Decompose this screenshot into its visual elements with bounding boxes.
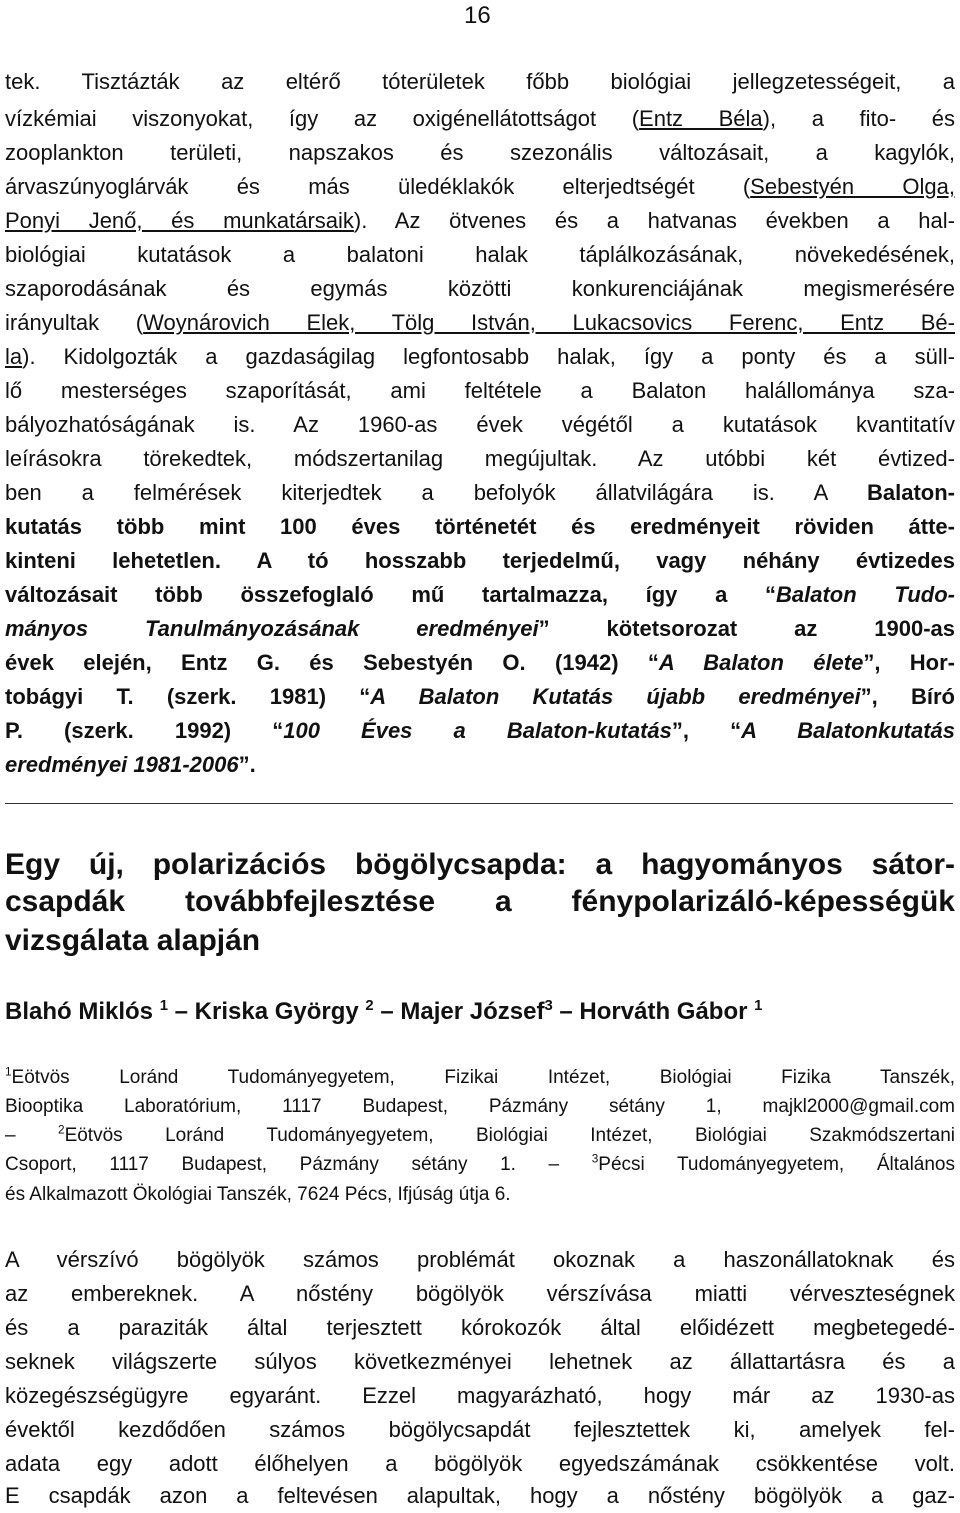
text: tek. Tisztázták az eltérő tóterületek főbb biológiai jellegzetességeit, a bbox=[5, 69, 955, 94]
text: ”, “ bbox=[671, 718, 742, 743]
author-separator: – bbox=[373, 998, 401, 1025]
affiliation-sup: 2 bbox=[58, 1123, 65, 1137]
text: ). Az ötvenes és a hatvanas években a hal- bbox=[353, 208, 955, 233]
intro-line-7 bbox=[5, 1447, 955, 1480]
text: az embereknek. A nőstény bögölyök vérszívása miatti vérveszteségnek bbox=[5, 1281, 955, 1306]
affiliation-line-4 bbox=[5, 1150, 955, 1179]
article-title-line-3 bbox=[5, 920, 955, 962]
paragraph-line-13 bbox=[5, 476, 955, 509]
text: ). Kidolgozták a gazdaságilag legfontosabb halak, így a ponty és a süll- bbox=[22, 344, 955, 369]
reference-link-la[interactable]: la bbox=[5, 344, 23, 369]
paragraph-line-21 bbox=[5, 748, 955, 781]
text: lő mesterséges szaporítását, ami feltétele a Balaton halállománya sza- bbox=[5, 378, 955, 403]
reference-link-entz[interactable]: Entz Béla bbox=[639, 106, 763, 131]
paragraph-line-20 bbox=[5, 714, 955, 747]
text: ben a felmérések kiterjedtek a befolyók állatvilágára is. A bbox=[5, 480, 867, 505]
text: ”, Hor- bbox=[863, 650, 955, 675]
author-affiliation-sup: 2 bbox=[365, 998, 374, 1014]
text: vizsgálata alapján bbox=[5, 924, 261, 957]
paragraph-line-16 bbox=[5, 578, 955, 611]
text: kutatás több mint 100 éves történetét és eredményeit röviden átte- bbox=[5, 514, 955, 539]
text: Pécsi Tudományegyetem, Általános bbox=[598, 1154, 955, 1175]
italic-title: A Balaton Kutatás újabb eredményei bbox=[370, 684, 861, 709]
paragraph-line-8 bbox=[5, 306, 955, 339]
text: Egy új, polarizációs bögölycsapda: a hagyományos sátor- bbox=[5, 848, 955, 881]
intro-line-3 bbox=[5, 1311, 955, 1344]
paragraph-line-10 bbox=[5, 374, 955, 407]
text: E csapdák azon a feltevésen alapultak, hogy a nőstény bögölyök a gaz- bbox=[5, 1483, 955, 1508]
article-title-line-2 bbox=[5, 881, 955, 923]
paragraph-line-17 bbox=[5, 612, 955, 645]
reference-link-ponyi[interactable]: Ponyi Jenő, és munkatársaik bbox=[5, 208, 354, 233]
author-name: Blahó Miklós bbox=[5, 998, 154, 1025]
italic-title: A Balatonkutatás bbox=[741, 718, 955, 743]
paragraph-line-3 bbox=[5, 136, 955, 169]
affiliation-line-1 bbox=[5, 1063, 955, 1092]
text: és a paraziták által terjesztett kórokozók által előidézett megbetegedé- bbox=[5, 1315, 955, 1340]
text: ” kötetsorozat az 1900-as bbox=[538, 616, 956, 641]
paragraph-line-18 bbox=[5, 646, 955, 679]
author-list bbox=[5, 994, 955, 1030]
italic-title: Balaton Tudo- bbox=[775, 582, 956, 607]
reference-link-sebestyen[interactable]: Sebestyén Olga, bbox=[750, 174, 955, 199]
italic-title: A Balaton élete bbox=[658, 650, 864, 675]
intro-line-8 bbox=[5, 1479, 955, 1512]
paragraph-line-14 bbox=[5, 510, 955, 543]
paragraph-line-2 bbox=[5, 102, 955, 135]
text: csapdák továbbfejlesztése a fénypolarizáló-képességük bbox=[5, 885, 955, 918]
paragraph-line-1 bbox=[5, 65, 955, 98]
text: szaporodásának és egymás közötti konkurenciájának megismerésére bbox=[5, 276, 955, 301]
text: ), a fito- és bbox=[762, 106, 955, 131]
italic-title: mányos Tanulmányozásának eredményei bbox=[5, 616, 539, 641]
intro-line-1 bbox=[5, 1243, 955, 1276]
text: Csoport, 1117 Budapest, Pázmány sétány 1. – bbox=[5, 1154, 592, 1175]
author-affiliation-sup: 1 bbox=[159, 998, 168, 1014]
text: irányultak ( bbox=[5, 310, 144, 335]
text: változásait több összefoglaló mű tartalmazza, így a “ bbox=[5, 582, 776, 607]
author-name: Horváth Gábor bbox=[579, 998, 748, 1025]
paragraph-line-19 bbox=[5, 680, 955, 713]
text: ”. bbox=[238, 752, 256, 777]
affiliation-sup: 1 bbox=[5, 1065, 12, 1079]
text: Eötvös Loránd Tudományegyetem, Fizikai Intézet, Biológiai Fizika Tanszék, bbox=[11, 1067, 955, 1088]
intro-line-2 bbox=[5, 1277, 955, 1310]
text: ”, Bíró bbox=[860, 684, 955, 709]
text: árvaszúnyoglárvák és más üledéklakók elterjedtségét ( bbox=[5, 174, 751, 199]
text: évektől kezdődően számos bögölycsapdát fejlesztettek ki, amelyek fel- bbox=[5, 1417, 955, 1442]
text: P. (szerk. 1992) “ bbox=[5, 718, 284, 743]
text: zooplankton területi, napszakos és szezonális változásait, a kagylók, bbox=[5, 140, 955, 165]
author-separator: – bbox=[167, 998, 195, 1025]
affiliation-sup: 3 bbox=[591, 1152, 599, 1166]
author-affiliation-sup: 3 bbox=[544, 998, 553, 1014]
article-title-line-1 bbox=[5, 844, 955, 886]
affiliation-line-3 bbox=[5, 1121, 955, 1150]
author-affiliation-sup: 1 bbox=[754, 998, 763, 1014]
intro-line-6 bbox=[5, 1413, 955, 1446]
text: bályozhatóságának is. Az 1960-as évek végétől a kutatások kvantitatív bbox=[5, 412, 955, 437]
text: évek elején, Entz G. és Sebestyén O. (1942) “ bbox=[5, 650, 659, 675]
page-number bbox=[0, 0, 960, 30]
page-number-text: 16 bbox=[464, 2, 491, 29]
text: adata egy adott élőhelyen a bögölyök egyedszámának csökkentése volt. bbox=[5, 1451, 955, 1476]
text: leírásokra törekedtek, módszertanilag megújultak. Az utóbbi két évtized- bbox=[5, 446, 955, 471]
text: vízkémiai viszonyokat, így az oxigénellátottságot ( bbox=[5, 106, 640, 131]
affiliation-line-5 bbox=[5, 1180, 955, 1209]
paragraph-line-15 bbox=[5, 544, 955, 577]
intro-line-4 bbox=[5, 1345, 955, 1378]
text: A vérszívó bögölyök számos problémát okoznak a haszonállatoknak és bbox=[5, 1247, 955, 1272]
author-name: Majer József bbox=[400, 998, 545, 1025]
section-divider bbox=[5, 803, 953, 804]
paragraph-line-7 bbox=[5, 272, 955, 305]
text: közegészségügyre egyaránt. Ezzel magyarázható, hogy már az 1930-as bbox=[5, 1383, 955, 1408]
paragraph-line-11 bbox=[5, 408, 955, 441]
text: kinteni lehetetlen. A tó hosszabb terjedelmű, vagy néhány évtizedes bbox=[5, 548, 955, 573]
text: Eötvös Loránd Tudományegyetem, Biológiai Intézet, Biológiai Szakmódszertani bbox=[64, 1125, 955, 1146]
author-name: Kriska György bbox=[194, 998, 359, 1025]
paragraph-line-6 bbox=[5, 238, 955, 271]
text: biológiai kutatások a balatoni halak táplálkozásának, növekedésének, bbox=[5, 242, 955, 267]
text: Biooptika Laboratórium, 1117 Budapest, Pázmány sétány 1, majkl2000@gmail.com bbox=[5, 1096, 955, 1117]
text: és Alkalmazott Ökológiai Tanszék, 7624 Pécs, Ifjúság útja 6. bbox=[5, 1184, 511, 1205]
paragraph-line-12 bbox=[5, 442, 955, 475]
intro-line-5 bbox=[5, 1379, 955, 1412]
bold-text: Balaton- bbox=[867, 480, 955, 505]
text: – bbox=[5, 1125, 59, 1146]
text: seknek világszerte súlyos következményei lehetnek az állattartásra és a bbox=[5, 1349, 955, 1374]
italic-title: 100 Éves a Balaton-kutatás bbox=[283, 718, 672, 743]
paragraph-line-9 bbox=[5, 340, 955, 373]
text: tobágyi T. (szerk. 1981) “ bbox=[5, 684, 371, 709]
reference-link-woynarovich[interactable]: Woynárovich Elek, Tölg István, Lukacsovics Ferenc, Entz Bé- bbox=[143, 310, 955, 335]
paragraph-line-4 bbox=[5, 170, 955, 203]
paragraph-line-5 bbox=[5, 204, 955, 237]
affiliation-line-2 bbox=[5, 1092, 955, 1121]
italic-title: eredményei 1981-2006 bbox=[5, 752, 239, 777]
author-separator: – bbox=[552, 998, 580, 1025]
